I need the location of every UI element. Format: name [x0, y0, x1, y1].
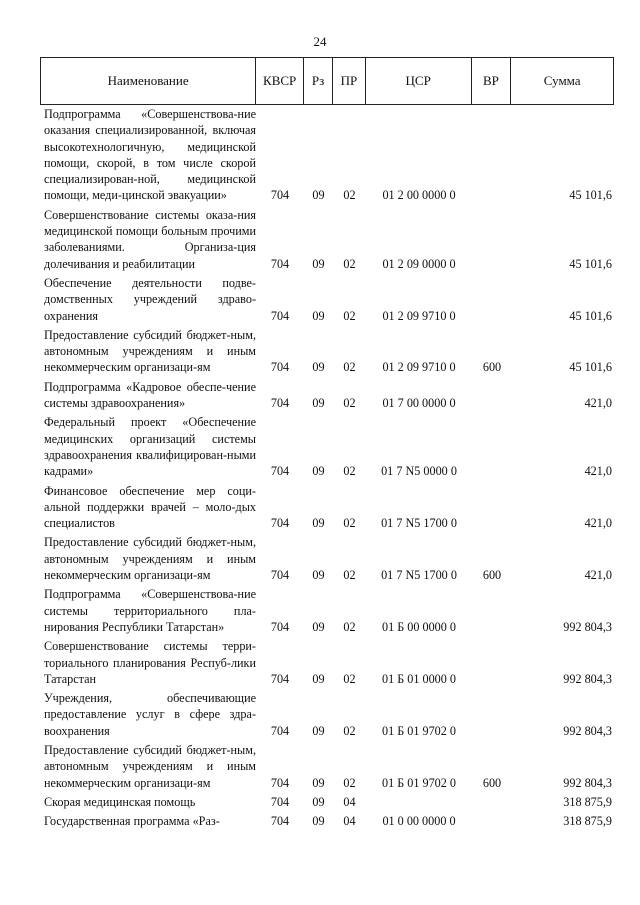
table-body: [44, 106, 614, 832]
cell-pr: 02: [343, 671, 356, 686]
cell-name: Государственная программа «Раз-: [44, 814, 220, 829]
cell-rz: 09: [312, 188, 325, 203]
cell-csr: 01 2 09 9710 0: [382, 360, 456, 375]
cell-name: Финансовое обеспечение мер соци-альной поддержки врачей – моло-дых специалистов: [44, 483, 256, 531]
page-number: 24: [313, 34, 327, 49]
cell-kvsr: 704: [270, 464, 290, 479]
cell-csr: 01 2 09 0000 0: [382, 256, 456, 271]
table-row: [44, 327, 614, 376]
table-row: [44, 690, 614, 739]
cell-pr: 02: [343, 256, 356, 271]
cell-sum: 318 875,9: [563, 794, 612, 809]
cell-rz: 09: [312, 308, 325, 323]
cell-sum: 421,0: [584, 568, 612, 583]
cell-csr: 01 2 09 9710 0: [382, 308, 456, 323]
cell-sum: 992 804,3: [563, 619, 612, 634]
header-sum: Сумма: [543, 73, 581, 88]
cell-kvsr: 704: [270, 723, 290, 738]
cell-name: Федеральный проект «Обеспечение медицинских организаций системы здравоохранения квалифицирован-ными кадрами»: [44, 415, 256, 479]
cell-kvsr: 704: [270, 308, 290, 323]
cell-rz: 09: [312, 794, 325, 809]
cell-sum: 992 804,3: [563, 671, 612, 686]
table-row: [44, 638, 614, 687]
cell-csr: 01 Б 00 0000 0: [381, 619, 457, 634]
cell-sum: 45 101,6: [569, 256, 612, 271]
cell-kvsr: 704: [270, 775, 290, 790]
cell-name: Подпрограмма «Совершенствова-ние оказания специализированной, включая высокотехнологичную, медицинской помощи, скорой, в том числе скорой специализирован-ной, медицинской помощи, меди-цинской эвакуации»: [44, 107, 256, 203]
cell-csr: 01 7 N5 1700 0: [381, 568, 457, 583]
cell-pr: 02: [343, 568, 356, 583]
table-row: [44, 379, 614, 412]
header-vr: ВР: [472, 58, 512, 104]
header-kvsr: КВСР: [256, 58, 304, 104]
cell-rz: 09: [312, 568, 325, 583]
cell-rz: 09: [312, 814, 325, 829]
cell-rz: 09: [312, 723, 325, 738]
cell-rz: 09: [312, 619, 325, 634]
cell-rz: 09: [312, 396, 325, 411]
table-row: [44, 414, 614, 479]
cell-sum: 421,0: [584, 516, 612, 531]
cell-csr: 01 Б 01 9702 0: [381, 775, 457, 790]
cell-sum: 421,0: [584, 464, 612, 479]
cell-sum: 421,0: [584, 396, 612, 411]
cell-sum: 992 804,3: [563, 775, 612, 790]
cell-rz: 09: [312, 360, 325, 375]
cell-kvsr: 704: [270, 794, 290, 809]
cell-sum: 45 101,6: [569, 188, 612, 203]
cell-pr: 02: [343, 516, 356, 531]
cell-sum: 992 804,3: [563, 723, 612, 738]
cell-csr: 01 Б 01 9702 0: [381, 723, 457, 738]
cell-csr: 01 2 00 0000 0: [382, 188, 456, 203]
table-row: [44, 106, 614, 204]
table-row: [44, 483, 614, 532]
cell-rz: 09: [312, 516, 325, 531]
cell-name: Предоставление субсидий бюджет-ным, автономным учреждениям и иным некоммерческим организаци-ям: [44, 535, 256, 583]
cell-rz: 09: [312, 256, 325, 271]
table-row: [44, 586, 614, 635]
cell-kvsr: 704: [270, 671, 290, 686]
cell-pr: 02: [343, 396, 356, 411]
cell-vr: 600: [482, 568, 502, 583]
table-row: [44, 813, 614, 829]
cell-kvsr: 704: [270, 619, 290, 634]
cell-sum: 318 875,9: [563, 814, 612, 829]
cell-sum: 45 101,6: [569, 308, 612, 323]
cell-csr: 01 0 00 0000 0: [382, 814, 456, 829]
table-header: [40, 57, 614, 105]
cell-vr: 600: [482, 360, 502, 375]
cell-kvsr: 704: [270, 188, 290, 203]
cell-rz: 09: [312, 775, 325, 790]
cell-kvsr: 704: [270, 360, 290, 375]
cell-name: Подпрограмма «Совершенствова-ние системы территориального пла-нирования Республики Татарстан»: [44, 587, 256, 634]
cell-name: Скорая медицинская помощь: [44, 794, 196, 809]
header-rz: Рз: [304, 58, 333, 104]
cell-name: Предоставление субсидий бюджет-ным, автономным учреждениям и иным некоммерческим организаци-ям: [44, 742, 256, 790]
cell-kvsr: 704: [270, 256, 290, 271]
cell-rz: 09: [312, 671, 325, 686]
cell-pr: 02: [343, 775, 356, 790]
cell-pr: 02: [343, 619, 356, 634]
header-csr: ЦСР: [366, 58, 472, 104]
table-row: [44, 207, 614, 272]
cell-name: Учреждения, обеспечивающие предоставление услуг в сфере здра-воохранения: [44, 691, 256, 738]
cell-kvsr: 704: [270, 396, 290, 411]
table-row: [44, 742, 614, 791]
table-row: [44, 534, 614, 583]
cell-name: Совершенствование системы терри-ториального планирования Респуб-лики Татарстан: [44, 639, 256, 686]
header-name: Наименование: [41, 58, 256, 104]
cell-kvsr: 704: [270, 516, 290, 531]
cell-rz: 09: [312, 464, 325, 479]
cell-pr: 02: [343, 464, 356, 479]
cell-sum: 45 101,6: [569, 360, 612, 375]
header-pr: ПР: [333, 58, 366, 104]
cell-pr: 04: [343, 794, 356, 809]
cell-csr: 01 7 N5 0000 0: [381, 464, 457, 479]
cell-kvsr: 704: [270, 814, 290, 829]
cell-name: Совершенствование системы оказа-ния медицинской помощи больным прочими заболеваниями. Организа-ция долечивания и реабилитации: [44, 207, 256, 271]
table-row: [44, 275, 614, 324]
cell-name: Предоставление субсидий бюджет-ным, автономным учреждениям и иным некоммерческим организаци-ям: [44, 327, 256, 375]
cell-kvsr: 704: [270, 568, 290, 583]
cell-csr: 01 Б 01 0000 0: [381, 671, 457, 686]
table-row: [44, 794, 614, 810]
cell-pr: 02: [343, 188, 356, 203]
cell-name: Подпрограмма «Кадровое обеспе-чение системы здравоохранения»: [44, 379, 256, 411]
cell-pr: 02: [343, 360, 356, 375]
cell-name: Обеспечение деятельности подве-домственных учреждений здраво-охранения: [44, 275, 256, 323]
cell-vr: 600: [482, 775, 502, 790]
cell-pr: 04: [343, 814, 356, 829]
cell-pr: 02: [343, 723, 356, 738]
cell-csr: 01 7 00 0000 0: [382, 396, 456, 411]
cell-pr: 02: [343, 308, 356, 323]
cell-csr: 01 7 N5 1700 0: [381, 516, 457, 531]
